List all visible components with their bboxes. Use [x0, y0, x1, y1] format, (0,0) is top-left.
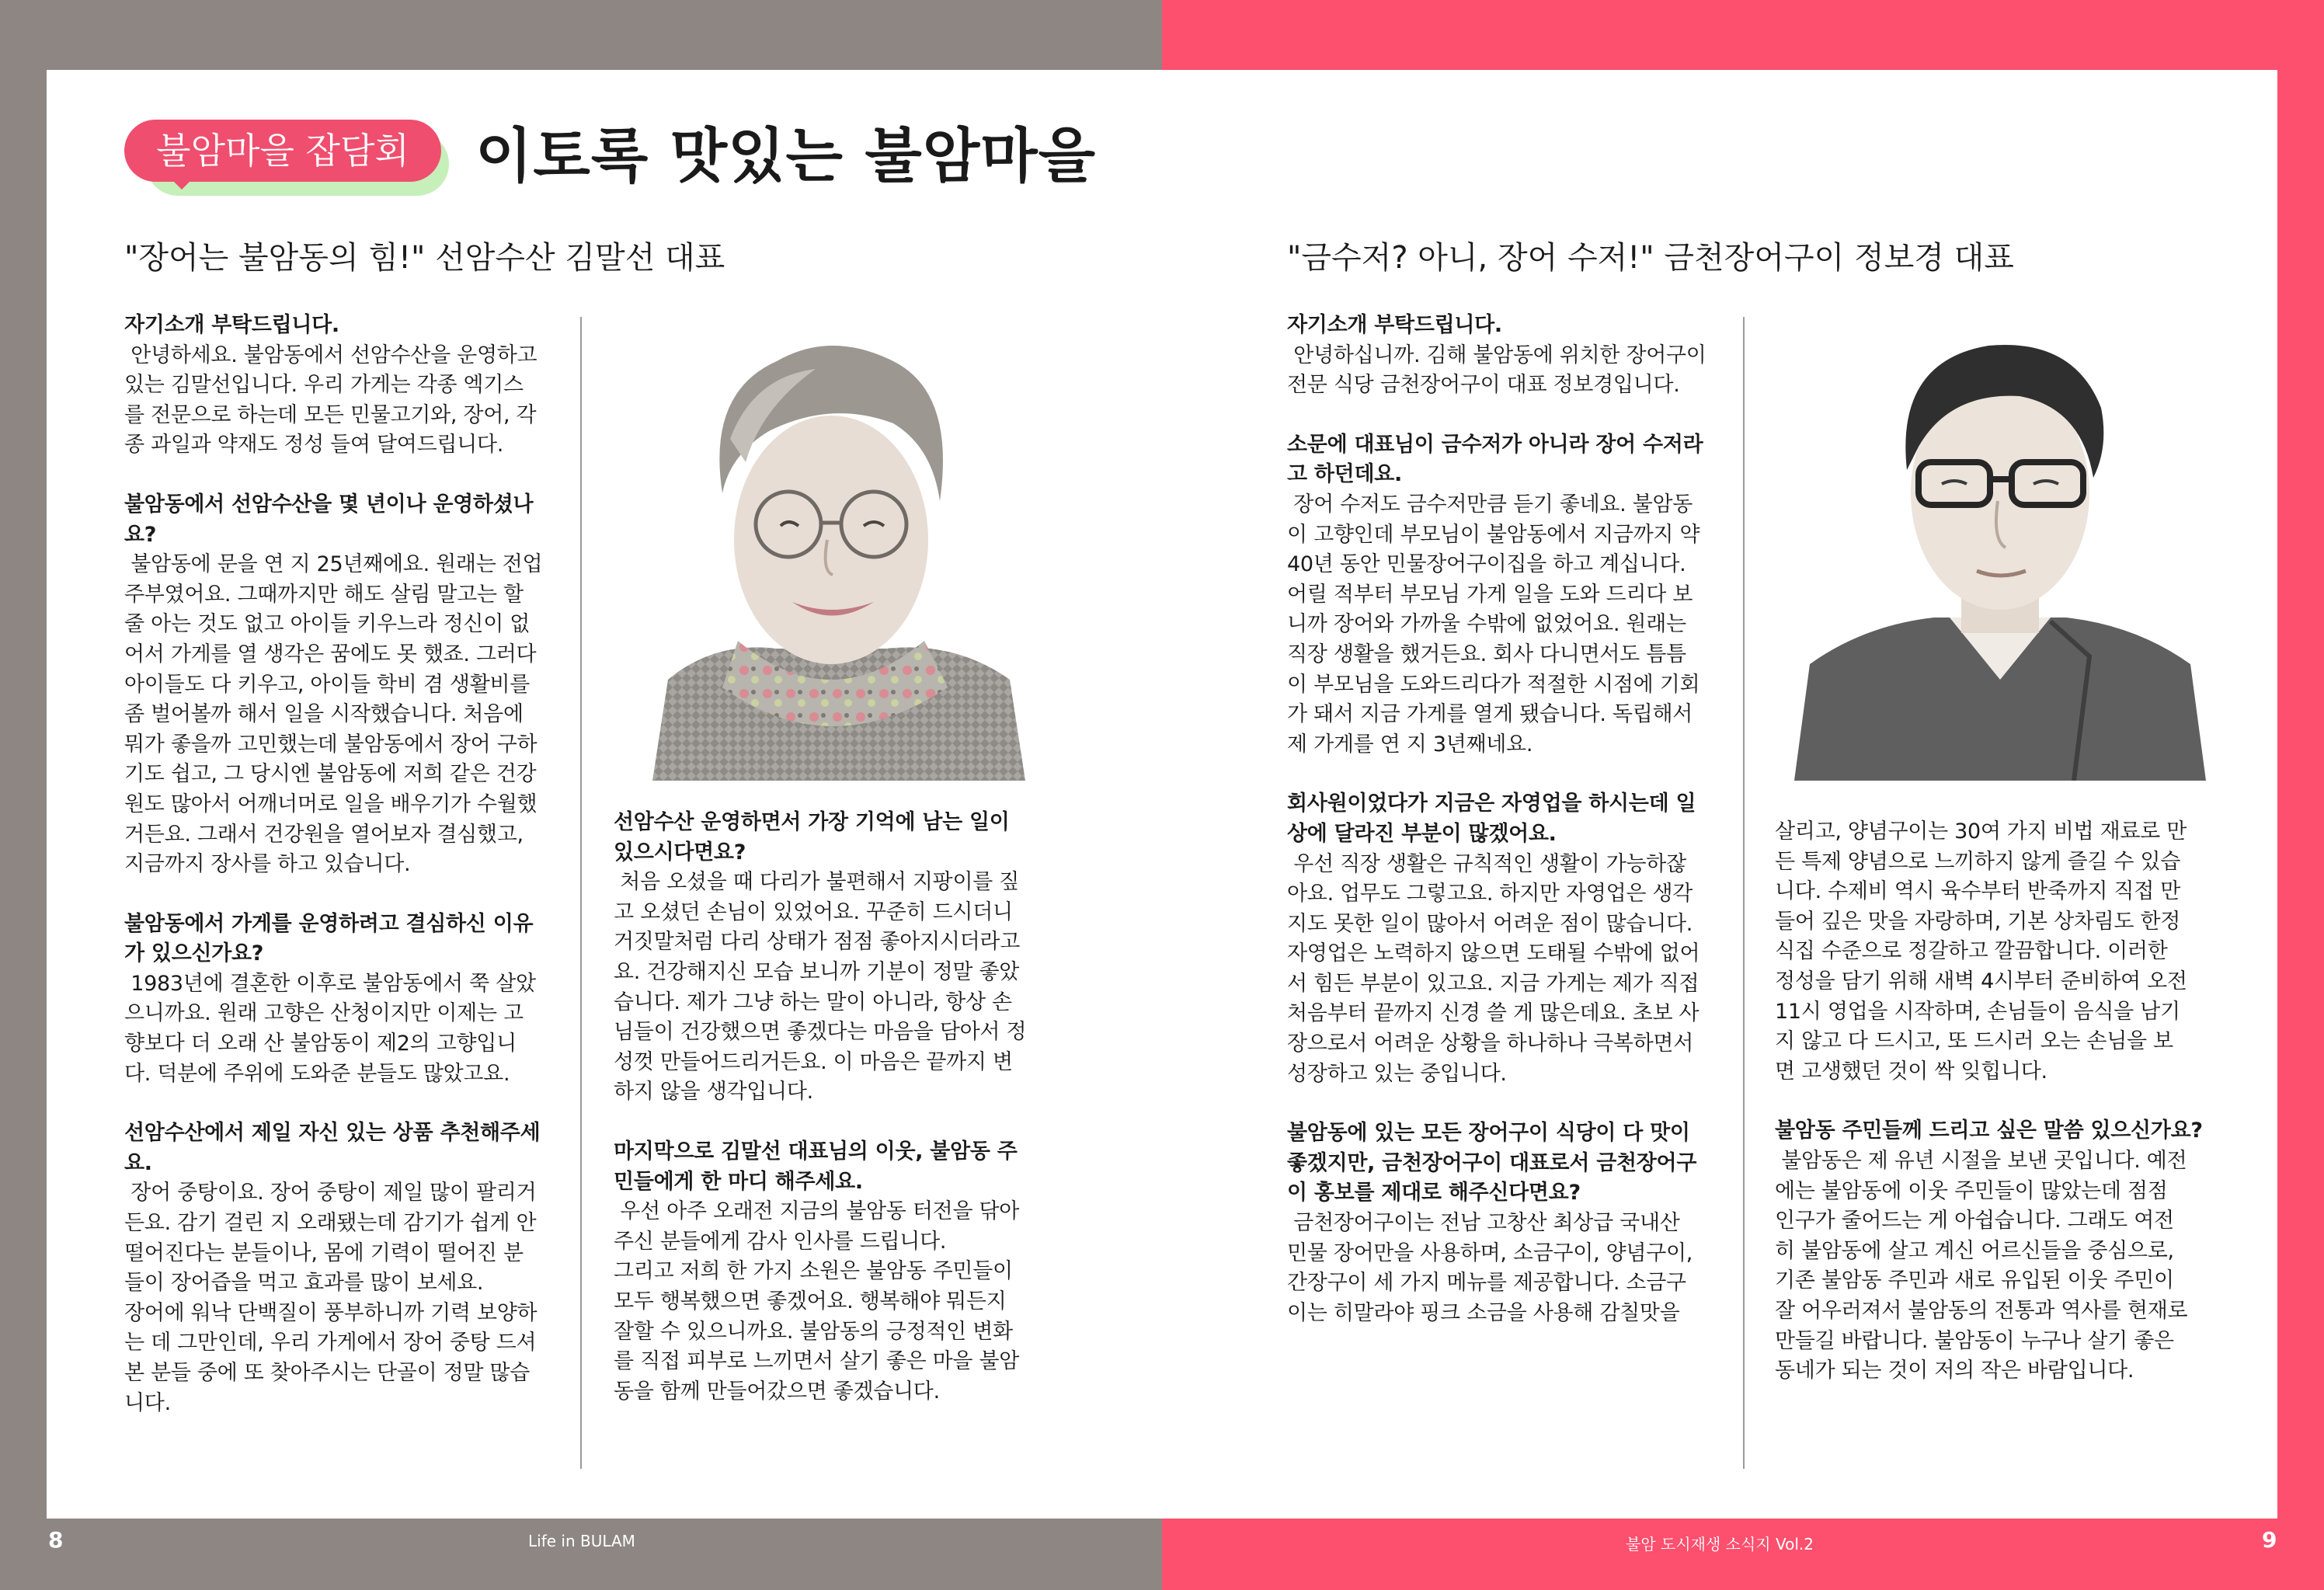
- interview-answer: 안녕하십니까. 김해 불암동에 위치한 장어구이 전문 식당 금천장어구이 대표 정보경입니다.: [1287, 343, 1706, 398]
- interview-question: 불암동에 있는 모든 장어구이 식당이 다 맛이 좋겠지만, 금천장어구이 대표로서 금천장어구 이 홍보를 제대로 해주신다면요?: [1287, 1121, 1697, 1206]
- footer-left-text: Life in BULAM: [528, 1532, 635, 1550]
- left-column-2: [614, 808, 1045, 1407]
- paragraph-gap: [124, 461, 555, 490]
- interview-answer: 우선 아주 오래전 지금의 불암동 터전을 닦아 주신 분들에게 감사 인사를 드립니다. 그리고 저희 한 가지 소원은 불암동 주민들이 모두 행복했으면 좋겠어요. 행복해야 뭐든지 잘할 수 있으니까요. 불암동의 긍정적인 변화 를 직접 피부로 느끼면서 살기 좋은 마을 불암 동을 함께 만들어갔으면 좋겠습니다.: [614, 1199, 1020, 1404]
- footer-right-text: 불암 도시재생 소식지 Vol.2: [1626, 1535, 1814, 1553]
- interview-question: 불암동에서 선암수산을 몇 년이나 운영하셨나요?: [124, 492, 534, 547]
- interview-question: 자기소개 부탁드립니다.: [1287, 313, 1502, 337]
- paragraph-gap: [1287, 1089, 1718, 1119]
- column-divider: [1743, 317, 1745, 1469]
- section-tag: 불암마을 잡담회: [124, 120, 441, 182]
- left-interview-subtitle: "장어는 불암동의 힘!" 선암수산 김말선 대표: [124, 240, 725, 276]
- interview-answer: 처음 오셨을 때 다리가 불편해서 지팡이를 짚 고 오셨던 손님이 있었어요. 꾸준히 드시더니 거짓말처럼 다리 상태가 점점 좋아지시더라고 요. 건강해지신 모습 보니까 기분이 정말 좋았 습니다. 제가 그냥 하는 말이 아니라, 항상 손 님들이 건강했으면 좋겠다는 마음을 담아서 정 성껏 만들어드리거든요. 이 마음은 끝까지 변 하지 않을 생각입니다.: [614, 870, 1027, 1105]
- page-number-left: 8: [48, 1527, 64, 1553]
- right-interview-subtitle: "금수저? 아니, 장어 수저!" 금천장어구이 정보경 대표: [1287, 240, 2014, 276]
- interview-answer: 장어 수저도 금수저만큼 듣기 좋네요. 불암동 이 고향인데 부모님이 불암동에서 지금까지 약 40년 동안 민물장어구이집을 하고 계십니다. 어릴 적부터 부모님 가게 일을 도와 드리다 보 니까 장어와 가까울 수밖에 없었어요. 원래는 직장 생활을 했거든요. 회사 다니면서도 틈틈 이 부모님을 도와드리다가 적절한 시점에 기회 가 돼서 지금 가게를 열게 됐습니다. 독립해서 제 가게를 연 지 3년째네요.: [1287, 492, 1700, 757]
- left-column-1: [124, 311, 555, 1418]
- portrait-jeong-bogyeong: [1794, 315, 2206, 781]
- paragraph-gap: [1287, 760, 1718, 789]
- interview-question: 소문에 대표님이 금수저가 아니라 장어 수저라 고 하던데요.: [1287, 432, 1703, 487]
- paragraph-gap: [124, 1089, 555, 1119]
- interview-question: 회사원이었다가 지금은 자영업을 하시는데 일 상에 달라진 부분이 많겠어요.: [1287, 792, 1696, 846]
- interview-question: 불암동 주민들께 드리고 싶은 말씀 있으신가요?: [1775, 1119, 2203, 1143]
- interview-question: 마지막으로 김말선 대표님의 이웃, 불암동 주 민들에게 한 마디 해주세요.: [614, 1139, 1018, 1194]
- right-column-1: [1287, 311, 1718, 1328]
- portrait-kim-malseon: [621, 315, 1041, 781]
- interview-answer: 1983년에 결혼한 이후로 불암동에서 쭉 살았 으니까요. 원래 고향은 산청이지만 이제는 고 향보다 더 오래 산 불암동이 제2의 고향입니 다. 덕분에 주위에 도와준 분들도 많았고요.: [124, 971, 536, 1086]
- interview-answer: 안녕하세요. 불암동에서 선암수산을 운영하고 있는 김말선입니다. 우리 가게는 각종 엑기스 를 전문으로 하는데 모든 민물고기와, 장어, 각 종 과일과 약재도 정성 들여 달여드립니다.: [124, 343, 538, 458]
- interview-question: 선암수산 운영하면서 가장 기억에 남는 일이 있으시다면요?: [614, 810, 1010, 865]
- column-divider: [580, 317, 582, 1469]
- paragraph-gap: [124, 880, 555, 910]
- interview-answer: 불암동에 문을 연 지 25년째에요. 원래는 전업 주부였어요. 그때까지만 해도 살림 말고는 할 줄 아는 것도 없고 아이들 키우느라 정신이 없 어서 가게를 열 생각은 꿈에도 못 했죠. 그러다 아이들도 다 키우고, 아이들 학비 겸 생활비를 좀 벌어볼까 해서 일을 시작했습니다. 처음에 뭐가 좋을까 고민했는데 불암동에서 장어 구하 기도 쉽고, 그 당시엔 불암동에 저희 같은 건강 원도 많아서 어깨너머로 일을 배우기가 수월했 거든요. 그래서 건강원을 열어보자 결심했고, 지금까지 장사를 하고 있습니다.: [124, 552, 543, 877]
- paragraph-gap: [614, 1108, 1045, 1137]
- interview-answer: 살리고, 양념구이는 30여 가지 비법 재료로 만 든 특제 양념으로 느끼하지 않게 즐길 수 있습 니다. 수제비 역시 육수부터 반죽까지 직접 만 들어 깊은 맛을 자랑하며, 기본 상차림도 한정 식집 수준으로 정갈하고 깔끔합니다. 이러한 정성을 담기 위해 새벽 4시부터 준비하여 오전 11시 영업을 시작하며, 손님들이 음식을 남기 지 않고 다 드시고, 또 드시러 오는 손님을 보 면 고생했던 것이 싹 잊힙니다.: [1775, 819, 2187, 1084]
- interview-question: 자기소개 부탁드립니다.: [124, 313, 339, 337]
- page-number-right: 9: [2262, 1527, 2277, 1553]
- interview-answer: 우선 직장 생활은 규칙적인 생활이 가능하잖 아요. 업무도 그렇고요. 하지만 자영업은 생각 지도 못한 일이 많아서 어려운 점이 많습니다. 자영업은 노력하지 않으면 도태될 수밖에 없어 서 힘든 부분이 있고요. 지금 가게는 제가 직접 처음부터 끝까지 신경 쓸 게 많은데요. 초보 사 장으로서 어려운 상황을 하나하나 극복하면서 성장하고 있는 중입니다.: [1287, 851, 1700, 1086]
- right-column-2: [1775, 817, 2210, 1386]
- tag-bubble-tail: [165, 172, 199, 190]
- interview-answer: 불암동은 제 유년 시절을 보낸 곳입니다. 예전 에는 불암동에 이웃 주민들이 많았는데 점점 인구가 줄어드는 게 아쉽습니다. 그래도 여전 히 불암동에 살고 계신 어르신들을 중심으로, 기존 불암동 주민과 새로 유입된 이웃 주민이 잘 어우러져서 불암동의 전통과 역사를 현재로 만들길 바랍니다. 불암동이 누구나 살기 좋은 동네가 되는 것이 저의 작은 바람입니다.: [1775, 1148, 2188, 1383]
- interview-answer: 장어 중탕이요. 장어 중탕이 제일 많이 팔리거 든요. 감기 걸린 지 오래됐는데 감기가 쉽게 안 떨어진다는 분들이나, 몸에 기력이 떨어진 분 들이 장어즙을 먹고 효과를 많이 보세요. 장어에 워낙 단백질이 풍부하니까 기력 보양하 는 데 그만인데, 우리 가게에서 장어 중탕 드셔 본 분들 중에 또 찾아주시는 단골이 정말 많습 니다.: [124, 1181, 538, 1415]
- paragraph-gap: [1775, 1087, 2210, 1116]
- interview-answer: 금천장어구이는 전남 고창산 최상급 국내산 민물 장어만을 사용하며, 소금구이, 양념구이, 간장구이 세 가지 메뉴를 제공합니다. 소금구 이는 히말라야 핑크 소금을 사용해 감칠맛을: [1287, 1211, 1693, 1325]
- page-title: 이토록 맛있는 불암마을: [475, 121, 1097, 190]
- interview-question: 불암동에서 가게를 운영하려고 결심하신 이유 가 있으신가요?: [124, 911, 534, 966]
- interview-question: 선암수산에서 제일 자신 있는 상품 추천해주세요.: [124, 1121, 541, 1175]
- paragraph-gap: [1287, 401, 1718, 430]
